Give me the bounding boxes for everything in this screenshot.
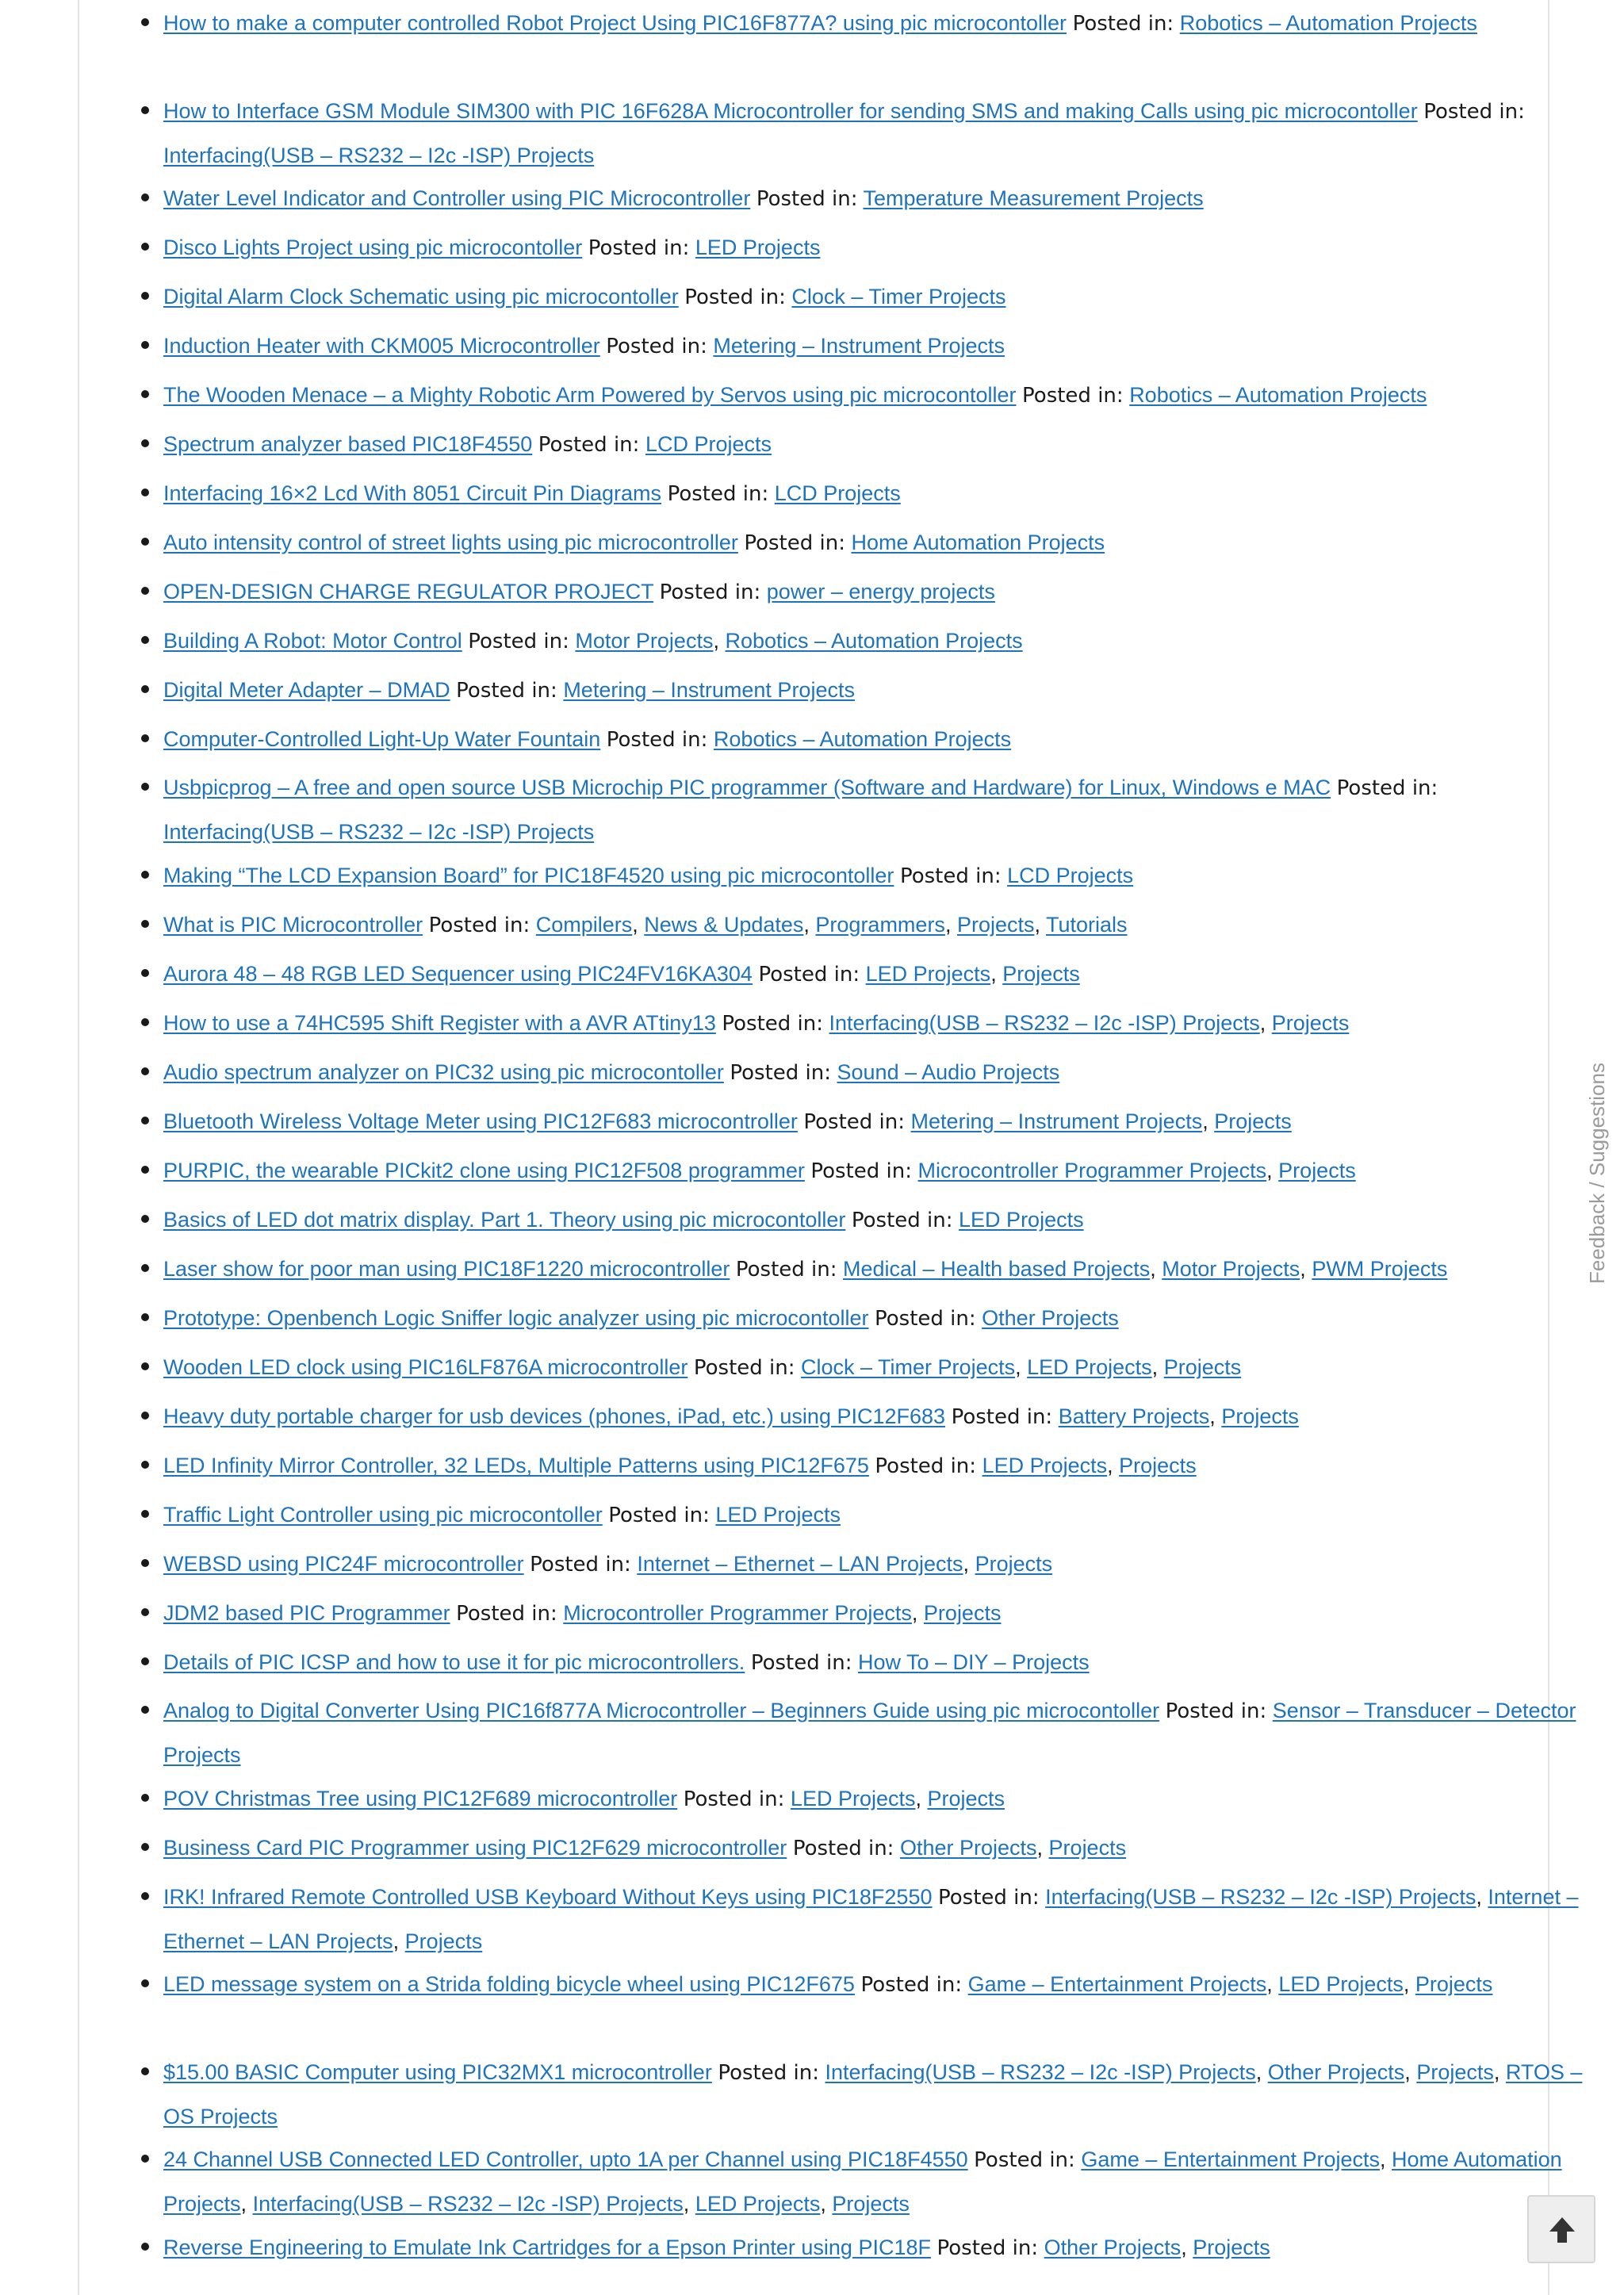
post-title-link[interactable]: Auto intensity control of street lights using pic microcontroller xyxy=(163,531,738,554)
category-link[interactable]: Projects xyxy=(975,1552,1053,1576)
post-item xyxy=(163,374,1591,418)
post-item: JDM2 based PIC Programmer Posted in: Microcontroller Programmer Projects, Projects xyxy=(163,1592,1591,1636)
post-title-link[interactable]: POV Christmas Tree using PIC12F689 microcontroller xyxy=(163,1787,678,1810)
posted-in-label: Posted in: xyxy=(722,1012,824,1036)
post-item xyxy=(163,177,1591,221)
post-title-link[interactable]: How to Interface GSM Module SIM300 with PIC 16F628A Microcontroller for sending SMS and making Calls using pic microcontoller xyxy=(163,99,1418,123)
post-title-link[interactable]: Making “The LCD Expansion Board” for PIC18F4520 using pic microcontoller xyxy=(163,864,894,887)
post-title-link[interactable]: Water Level Indicator and Controller using PIC Microcontroller xyxy=(163,186,751,210)
category-link[interactable]: Projects xyxy=(1416,2060,1494,2084)
category-link[interactable]: Microcontroller Programmer Projects xyxy=(563,1601,912,1625)
category-link[interactable]: LED Projects xyxy=(790,1787,916,1810)
category-link[interactable]: Other Projects xyxy=(899,1836,1037,1860)
post-item: LED Infinity Mirror Controller, 32 LEDs, Multiple Patterns using PIC12F675 Posted in: LED Projects, Projects xyxy=(163,1444,1591,1488)
category-link[interactable]: Internet – Ethernet – LAN Projects xyxy=(637,1552,963,1576)
post-title-link[interactable]: Digital Alarm Clock Schematic using pic microcontoller xyxy=(163,285,679,308)
category-link[interactable]: LCD Projects xyxy=(645,432,772,456)
category-link[interactable]: Sensor – Transducer – Detector Projects xyxy=(163,1699,1576,1767)
category-link[interactable]: Programmers xyxy=(815,913,945,937)
post-title-link[interactable]: What is PIC Microcontroller xyxy=(163,913,423,937)
category-link[interactable]: Interfacing(USB – RS232 – I2c -ISP) Projects xyxy=(163,144,595,167)
category-link[interactable]: Robotics – Automation Projects xyxy=(725,629,1023,653)
post-title-link[interactable]: Computer-Controlled Light-Up Water Fountain xyxy=(163,727,601,751)
posted-in-label: Posted in: xyxy=(530,1553,631,1577)
post-item xyxy=(163,2,1591,46)
post-item xyxy=(163,1297,1591,1341)
posted-in-label: Posted in: xyxy=(1072,12,1174,36)
post-title-link[interactable]: WEBSD using PIC24F microcontroller xyxy=(163,1552,524,1576)
post-title-link[interactable]: Heavy duty portable charger for usb devices (phones, iPad, etc.) using PIC12F683 xyxy=(163,1404,946,1428)
category-link[interactable]: LED Projects xyxy=(1278,1972,1404,1996)
posted-in-label: Posted in: xyxy=(456,1602,557,1626)
category-link[interactable]: Tutorials xyxy=(1046,913,1128,937)
category-link[interactable]: LED Projects xyxy=(1027,1355,1152,1379)
post-title-link[interactable]: Aurora 48 – 48 RGB LED Sequencer using PIC24FV16KA304 xyxy=(163,962,753,986)
post-title-link[interactable]: LED Infinity Mirror Controller, 32 LEDs, Multiple Patterns using PIC12F675 xyxy=(163,1454,869,1477)
category-link[interactable]: News & Updates xyxy=(644,913,804,937)
post-title-link[interactable]: OPEN-DESIGN CHARGE REGULATOR PROJECT xyxy=(163,580,654,603)
posted-in-label: Posted in: xyxy=(756,187,858,211)
category-link[interactable]: Microcontroller Programmer Projects xyxy=(917,1159,1267,1182)
post-item: How to use a 74HC595 Shift Register with a AVR ATtiny13 Posted in: Interfacing(USB – RS232 – I2c -ISP) Projects, Projects xyxy=(163,1002,1591,1046)
post-title-link[interactable]: IRK! Infrared Remote Controlled USB Keyboard Without Keys using PIC18F2550 xyxy=(163,1885,933,1909)
post-item: What is PIC Microcontroller Posted in: Compilers, News & Updates, Programmers, Projects, Tutorials xyxy=(163,903,1591,948)
category-link[interactable]: Clock – Timer Projects xyxy=(791,285,1006,308)
category-link[interactable]: Internet – Ethernet – LAN Projects xyxy=(163,1885,1579,1953)
posted-in-label: Posted in: xyxy=(1022,384,1124,408)
category-link[interactable]: Other Projects xyxy=(1044,2236,1182,2259)
category-link[interactable]: Projects xyxy=(1119,1454,1197,1477)
posted-in-label: Posted in: xyxy=(936,2236,1039,2260)
post-title-link[interactable]: Disco Lights Project using pic microcontoller xyxy=(163,236,583,259)
post-item xyxy=(163,1198,1591,1243)
category-link[interactable]: Projects xyxy=(832,2192,910,2216)
posted-in-label: Posted in: xyxy=(468,630,569,653)
category-link[interactable]: Robotics – Automation Projects xyxy=(1129,383,1427,407)
post-title-link[interactable]: Reverse Engineering to Emulate Ink Cartridges for a Epson Printer using PIC18F xyxy=(163,2236,931,2259)
post-title-link[interactable]: How to use a 74HC595 Shift Register with a AVR ATtiny13 xyxy=(163,1011,716,1035)
category-link[interactable]: Home Automation Projects xyxy=(163,2147,1562,2216)
post-title-link[interactable]: Induction Heater with CKM005 Microcontroller xyxy=(163,334,600,358)
post-title-link[interactable]: Basics of LED dot matrix display. Part 1. Theory using pic microcontoller xyxy=(163,1208,846,1232)
post-item xyxy=(163,570,1591,615)
post-title-link[interactable]: Business Card PIC Programmer using PIC12F629 microcontroller xyxy=(163,1836,787,1860)
category-link[interactable]: Interfacing(USB – RS232 – I2c -ISP) Projects xyxy=(829,1011,1260,1035)
category-link[interactable]: Metering – Instrument Projects xyxy=(563,678,855,702)
category-link[interactable]: Game – Entertainment Projects xyxy=(1081,2147,1380,2171)
post-item: WEBSD using PIC24F microcontroller Posted in: Internet – Ethernet – LAN Projects, Projects xyxy=(163,1542,1591,1587)
category-link[interactable]: Other Projects xyxy=(1267,2060,1405,2084)
posted-in-label: Posted in: xyxy=(1336,776,1438,800)
post-title-link[interactable]: Building A Robot: Motor Control xyxy=(163,629,462,653)
category-link[interactable]: Interfacing(USB – RS232 – I2c -ISP) Projects xyxy=(163,820,595,844)
post-item xyxy=(163,1493,1591,1538)
post-title-link[interactable]: Digital Meter Adapter – DMAD xyxy=(163,678,450,702)
category-link[interactable]: PWM Projects xyxy=(1312,1257,1448,1281)
posted-in-label: Posted in: xyxy=(735,1258,837,1282)
category-link[interactable]: How To – DIY – Projects xyxy=(857,1650,1090,1674)
posted-in-label: Posted in: xyxy=(730,1061,831,1085)
category-link[interactable]: Projects xyxy=(1214,1109,1292,1133)
category-link[interactable]: Projects xyxy=(923,1601,1002,1625)
category-link[interactable]: RTOS – OS Projects xyxy=(163,2060,1583,2128)
category-link[interactable]: Interfacing(USB – RS232 – I2c -ISP) Projects xyxy=(252,2192,684,2216)
post-title-link[interactable]: Analog to Digital Converter Using PIC16f877A Microcontroller – Beginners Guide using pic microcontoller xyxy=(163,1699,1160,1722)
category-link[interactable]: Projects xyxy=(1271,1011,1350,1035)
post-item xyxy=(163,1689,1591,1777)
post-item xyxy=(163,766,1591,854)
category-link[interactable]: Projects xyxy=(404,1929,483,1953)
category-link[interactable]: Sound – Audio Projects xyxy=(837,1060,1060,1084)
posted-in-label: Posted in: xyxy=(667,482,769,506)
category-link[interactable]: LED Projects xyxy=(959,1208,1084,1232)
posted-in-label: Posted in: xyxy=(792,1837,894,1860)
posted-in-label: Posted in: xyxy=(538,433,640,457)
posted-in-label: Posted in: xyxy=(606,335,707,358)
post-title-link[interactable]: Usbpicprog – A free and open source USB Microchip PIC programmer (Software and Hardware) for Linux, Windows e MAC xyxy=(163,776,1331,799)
category-link[interactable]: Other Projects xyxy=(982,1306,1119,1330)
posted-in-label: Posted in: xyxy=(899,864,1002,888)
post-item xyxy=(163,423,1591,467)
category-link[interactable]: LED Projects xyxy=(715,1503,841,1527)
category-link[interactable]: Compilers xyxy=(535,913,633,937)
post-title-link[interactable]: Audio spectrum analyzer on PIC32 using pic microcontoller xyxy=(163,1060,724,1084)
posted-in-label: Posted in: xyxy=(606,728,708,752)
category-link[interactable]: Medical – Health based Projects xyxy=(843,1257,1151,1281)
category-link[interactable]: Robotics – Automation Projects xyxy=(713,727,1012,751)
posted-in-label: Posted in: xyxy=(693,1356,795,1380)
posted-in-label: Posted in: xyxy=(456,679,557,703)
posted-in-label: Posted in: xyxy=(1423,100,1525,124)
post-item: $15.00 BASIC Computer using PIC32MX1 microcontroller Posted in: Interfacing(USB – RS232 – I2c -ISP) Projects, Other Projects, Projects, RTOS – OS Projects xyxy=(163,2051,1591,2139)
post-item: Aurora 48 – 48 RGB LED Sequencer using PIC24FV16KA304 Posted in: LED Projects, Projects xyxy=(163,952,1591,997)
posted-in-label: Posted in: xyxy=(588,236,690,260)
post-item xyxy=(163,275,1591,320)
category-link[interactable]: Projects xyxy=(1048,1836,1127,1860)
post-title-link[interactable]: Details of PIC ICSP and how to use it for pic microcontrollers. xyxy=(163,1650,745,1674)
post-item xyxy=(163,1641,1591,1685)
post-item: Laser show for poor man using PIC18F1220 microcontroller Posted in: Medical – Health based Projects, Motor Projects, PWM Projects xyxy=(163,1247,1591,1292)
post-item xyxy=(163,472,1591,516)
posted-in-label: Posted in: xyxy=(810,1159,913,1183)
post-item xyxy=(163,718,1591,762)
post-title-link[interactable]: Bluetooth Wireless Voltage Meter using PIC12F683 microcontroller xyxy=(163,1109,798,1133)
posted-in-label: Posted in: xyxy=(938,1886,1040,1910)
category-link[interactable]: Projects xyxy=(927,1787,1005,1810)
post-title-link[interactable]: How to make a computer controlled Robot Project Using PIC16F877A? using pic microcontoller xyxy=(163,11,1067,35)
post-item: POV Christmas Tree using PIC12F689 microcontroller Posted in: LED Projects, Projects xyxy=(163,1777,1591,1822)
category-link[interactable]: power – energy projects xyxy=(766,580,995,603)
category-link[interactable]: LED Projects xyxy=(865,962,991,986)
posted-in-label: Posted in: xyxy=(718,2061,819,2085)
posted-in-label: Posted in: xyxy=(683,1787,785,1811)
post-item xyxy=(163,324,1591,369)
category-link[interactable]: Projects xyxy=(1278,1159,1356,1182)
post-item xyxy=(163,226,1591,270)
posted-in-label: Posted in: xyxy=(659,580,761,604)
post-item: LED message system on a Strida folding bicycle wheel using PIC12F675 Posted in: Game – Entertainment Projects, LED Projects, Projects xyxy=(163,1963,1591,2007)
posted-in-label: Posted in: xyxy=(1165,1699,1267,1723)
category-link[interactable]: Projects xyxy=(1415,1972,1493,1996)
post-item xyxy=(163,521,1591,565)
posted-in-label: Posted in: xyxy=(684,285,786,309)
posted-in-label: Posted in: xyxy=(875,1454,977,1478)
post-item: Heavy duty portable charger for usb devices (phones, iPad, etc.) using PIC12F683 Posted in: Battery Projects, Projects xyxy=(163,1395,1591,1439)
category-link[interactable]: LCD Projects xyxy=(774,481,901,505)
category-link[interactable]: LCD Projects xyxy=(1007,864,1134,887)
category-link[interactable]: Projects xyxy=(1163,1355,1242,1379)
post-title-link[interactable]: Prototype: Openbench Logic Sniffer logic analyzer using pic microcontoller xyxy=(163,1306,869,1330)
post-item xyxy=(163,669,1591,713)
category-link[interactable]: LED Projects xyxy=(982,1454,1108,1477)
category-link[interactable]: Battery Projects xyxy=(1058,1404,1210,1428)
posted-in-label: Posted in: xyxy=(608,1504,710,1527)
posted-in-label: Posted in: xyxy=(428,914,530,937)
category-link[interactable]: Motor Projects xyxy=(575,629,714,653)
arrow-up-icon xyxy=(1546,2214,1578,2246)
post-item: Bluetooth Wireless Voltage Meter using PIC12F683 microcontroller Posted in: Metering – Instrument Projects, Projects xyxy=(163,1100,1591,1144)
category-link[interactable]: LED Projects xyxy=(695,2192,821,2216)
post-item xyxy=(163,90,1591,178)
posted-in-label: Posted in: xyxy=(875,1307,976,1331)
content-area xyxy=(78,0,1583,2295)
post-item: IRK! Infrared Remote Controlled USB Keyboard Without Keys using PIC18F2550 Posted in: Interfacing(USB – RS232 – I2c -ISP) Projects, Internet – Ethernet – LAN Projects, Projects xyxy=(163,1875,1591,1964)
category-link[interactable]: Robotics – Automation Projects xyxy=(1179,11,1477,35)
post-title-link[interactable]: LED message system on a Strida folding bicycle wheel using PIC12F675 xyxy=(163,1972,855,1996)
category-link[interactable]: LED Projects xyxy=(695,236,821,259)
posted-in-label: Posted in: xyxy=(803,1110,906,1134)
post-item: 24 Channel USB Connected LED Controller, upto 1A per Channel using PIC18F4550 Posted in: Game – Entertainment Projects, Home Automation Projects, Interfacing(USB – RS232 – I2c -ISP) Projects, LED Projects, Projects xyxy=(163,2138,1591,2226)
posted-in-label: Posted in: xyxy=(851,1209,953,1232)
category-link[interactable]: Projects xyxy=(1193,2236,1270,2259)
category-link[interactable]: Projects xyxy=(956,913,1035,937)
category-link[interactable]: Interfacing(USB – RS232 – I2c -ISP) Projects xyxy=(1045,1885,1477,1909)
feedback-tab[interactable]: Feedback / Suggestions xyxy=(1585,1063,1609,1285)
post-title-link[interactable]: 24 Channel USB Connected LED Controller, upto 1A per Channel using PIC18F4550 xyxy=(163,2147,968,2171)
category-link[interactable]: Game – Entertainment Projects xyxy=(967,1972,1267,1996)
post-title-link[interactable]: Traffic Light Controller using pic microcontoller xyxy=(163,1503,603,1527)
post-item: Reverse Engineering to Emulate Ink Cartridges for a Epson Printer using PIC18F Posted in: Other Projects, Projects xyxy=(163,2226,1591,2270)
posted-in-label: Posted in: xyxy=(974,2148,1075,2172)
category-link[interactable]: Projects xyxy=(1002,962,1080,986)
post-title-link[interactable]: Spectrum analyzer based PIC18F4550 xyxy=(163,432,533,456)
post-item xyxy=(163,1051,1591,1095)
category-link[interactable]: Temperature Measurement Projects xyxy=(863,186,1204,210)
category-link[interactable]: Metering – Instrument Projects xyxy=(910,1109,1203,1133)
posted-in-label: Posted in: xyxy=(860,1973,963,1997)
post-title-link[interactable]: Laser show for poor man using PIC18F1220 microcontroller xyxy=(163,1257,730,1281)
post-item: PURPIC, the wearable PICkit2 clone using PIC12F508 programmer Posted in: Microcontroller Programmer Projects, Projects xyxy=(163,1149,1591,1193)
scroll-to-top-button[interactable] xyxy=(1527,2195,1595,2263)
category-link[interactable]: Clock – Timer Projects xyxy=(801,1355,1016,1379)
category-link[interactable]: Motor Projects xyxy=(1162,1257,1300,1281)
category-link[interactable]: Interfacing(USB – RS232 – I2c -ISP) Projects xyxy=(825,2060,1256,2084)
post-title-link[interactable]: PURPIC, the wearable PICkit2 clone using PIC12F508 programmer xyxy=(163,1159,805,1182)
post-title-link[interactable]: $15.00 BASIC Computer using PIC32MX1 microcontroller xyxy=(163,2060,712,2084)
posted-in-label: Posted in: xyxy=(750,1651,852,1675)
post-item: Wooden LED clock using PIC16LF876A microcontroller Posted in: Clock – Timer Projects, LED Projects, Projects xyxy=(163,1346,1591,1390)
post-item xyxy=(163,854,1591,898)
posted-in-label: Posted in: xyxy=(744,531,845,555)
post-item: Business Card PIC Programmer using PIC12F629 microcontroller Posted in: Other Projects, Projects xyxy=(163,1826,1591,1871)
post-title-link[interactable]: Interfacing 16×2 Lcd With 8051 Circuit Pin Diagrams xyxy=(163,481,662,505)
posted-in-label: Posted in: xyxy=(951,1405,1053,1429)
post-title-link[interactable]: JDM2 based PIC Programmer xyxy=(163,1601,450,1625)
post-item: Building A Robot: Motor Control Posted in: Motor Projects, Robotics – Automation Projects xyxy=(163,619,1591,664)
post-title-link[interactable]: The Wooden Menace – a Mighty Robotic Arm Powered by Servos using pic microcontoller xyxy=(163,383,1017,407)
category-link[interactable]: Metering – Instrument Projects xyxy=(713,334,1005,358)
post-title-link[interactable]: Wooden LED clock using PIC16LF876A microcontroller xyxy=(163,1355,688,1379)
category-link[interactable]: Home Automation Projects xyxy=(851,531,1105,554)
posted-in-label: Posted in: xyxy=(758,963,860,987)
category-link[interactable]: Projects xyxy=(1221,1404,1299,1428)
